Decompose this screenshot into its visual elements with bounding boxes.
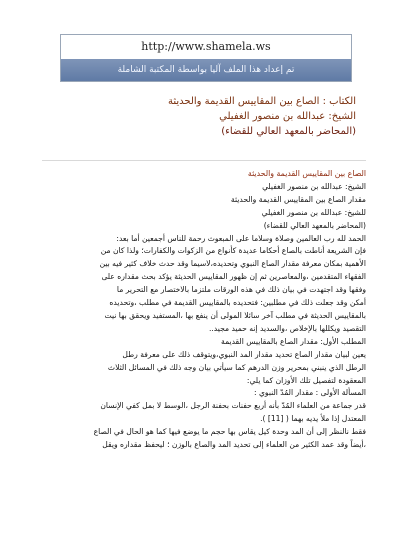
- body-line: المسألة الأولى : مقدار المُدّ النبوي :: [254, 388, 366, 398]
- body-line: فقط نالنظر إلى أن المد وحدة كيل يقاس بها حجم ما يوضع فيها كما هو الحال في الصاع: [93, 427, 366, 437]
- body-line: الرطل الذي ينبني بمحرير وزن الدرهم كما سيأتي بيان وجه ذلك في المسائل الثلاث: [107, 362, 366, 372]
- body-line: أمكن وقد جعلت ذلك في مطلبين: فتحديده بالمقاييس القديمة في مطلب ،وتحديده: [109, 298, 366, 308]
- site-header-box: [60, 34, 352, 82]
- body-line: قدر جماعة من العلماء المُدّ بأنه أربع حفنات بحفنة الرجل ،الوسط لا بمل كفي الإنسان: [100, 401, 366, 411]
- body-line: التقصيد ويكللها بالإخلاص ،والسديد إنه حميد مجيد..: [208, 323, 366, 333]
- body-line: وفقها وقد اجتهدت في بيان ذلك في هذه الورقات ملتزما بالاختصار مع التحرير ما: [116, 285, 366, 295]
- body-heading: الصاع بين المقاييس القديمة والحديثة: [247, 169, 366, 178]
- body-line: الشيخ: عبدالله بن منصور الغفيلي: [262, 181, 366, 191]
- body-line: بالمقاييس الحديثة في مطلب آخر سائلا المولى أن ينفع بها ،المستفيد ويحقق بها نيت: [104, 310, 366, 320]
- body-line: الأهمية بمكان معرفة مقدار الصاع النبوي وتحديده،لاسيما وقد حدث خلاف كثير فيه بين: [99, 259, 366, 269]
- body-line: المطلب الأول: مقدار الصاع بالمقاييس القديمة: [221, 336, 366, 346]
- body-line: الحمد لله رب العالمين وصلاة وسلاما على المبعوث رحمة للناس أجمعين أما بعد:: [116, 233, 366, 243]
- site-url-link[interactable]: http://www.shamela.ws: [141, 40, 271, 53]
- generation-banner: تم إعداد هذا الملف آليا بواسطة المكتبة الشاملة: [61, 59, 351, 81]
- book-title: الكتاب : الصاع بين المقاييس القديمة والحديثة: [167, 96, 356, 107]
- body-line: مقدار الصاع بين المقاييس القديمة والحديثة: [230, 194, 366, 204]
- book-author: الشيخ: عبدالله بن منصور الغفيلي: [219, 111, 356, 122]
- body-line: الفقهاء المتقدمين ،والمعاصرين ثم إن ظهور المقاييس الحديثة يؤكد بحث مقداره على: [101, 272, 366, 282]
- body-line: ،أيضاً وقد عمد الكثير من العلماء إلى تحديد المد والصاع بالوزن ؛ ليحفظ مقداره ويقل: [102, 440, 366, 450]
- body-line: للشيخ: عبدالله بن منصور الغفيلي: [261, 207, 366, 217]
- book-title-block: [52, 94, 356, 152]
- body-line: (المحاضر بالمعهد العالي للقضاء): [263, 220, 366, 230]
- body-line: فإن الشريعة أناطت بالصاع أحكاما عديدة كأنواع من الزكوات والكفارات؛ ولذا كان من: [100, 246, 366, 256]
- body-line: المعقودة لتفصيل تلك الأوزان كما يلي:: [246, 375, 366, 385]
- body-line: المعتدل إذا ملأ يديه بهما ( [11] ).: [260, 414, 366, 424]
- body-line: يعين لبيان مقدار الصاع تحديد مقدار المد النبوي،ويتوقف ذلك على معرفة رطل: [122, 349, 366, 359]
- section-divider: [42, 160, 366, 161]
- document-body: [42, 168, 366, 536]
- book-author-role: (المحاضر بالمعهد العالي للقضاء): [221, 126, 356, 137]
